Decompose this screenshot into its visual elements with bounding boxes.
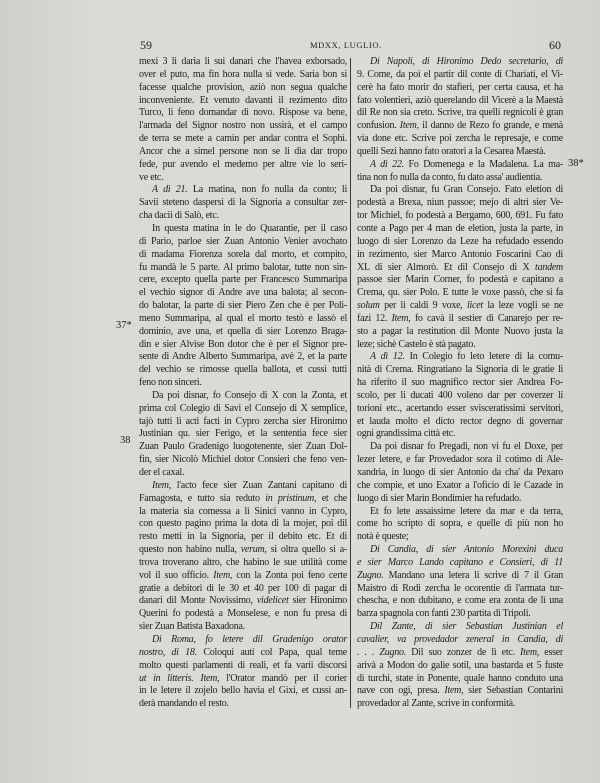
italic-text: Item,: [152, 479, 172, 491]
text-line: [139, 403, 347, 416]
text-segment: torioni etc., acertando esser svisceratissimi servitori,: [357, 402, 563, 414]
italic-text: Di Candia, di sier Antonio Morexini duca: [370, 544, 563, 556]
text-segment: din e sier Alvise Bon dotor che è per el Signor pre-: [139, 338, 347, 350]
text-line: [357, 339, 563, 352]
text-segment: XL di sier Almorò. Et dil Consejo di X: [357, 261, 536, 273]
text-line: [139, 133, 347, 146]
text-segment: Et fo lete assaissime letere da mar e da terra,: [370, 505, 563, 517]
text-line: [139, 223, 347, 236]
text-line: [139, 647, 347, 660]
text-segment: gratie a debitori di le 30 et 40 per 100 di pagar di: [139, 582, 347, 594]
text-line: [139, 673, 347, 686]
text-segment: molto questi parlamenti di reali, et fa varii discorsi: [139, 659, 347, 671]
text-segment: tajò tutti li acti facti in Cypro zercha sier Hironimo: [139, 415, 347, 427]
text-segment: Dil suo zonzer de lì etc.: [405, 646, 521, 658]
text-line: [139, 210, 347, 223]
text-segment: sente di Andre Alberto Summaripa, avè 2, et la parte: [139, 351, 347, 363]
text-line: [357, 621, 563, 634]
text-segment: danari dil Monte Novissimo,: [139, 595, 257, 607]
text-line: [357, 403, 563, 416]
text-segment: conte a Pago per 4 man de eletion, justa la parte, in: [357, 222, 563, 234]
text-line: [357, 634, 563, 647]
text-segment: prima col Colegio di Savi el Consejo di X semplice,: [139, 402, 347, 414]
text-line: [357, 300, 563, 313]
text-line: [357, 95, 563, 108]
text-segment: fu mandà le 5 parte. Al primo balotar, tutte non sin-: [139, 261, 347, 273]
text-line: [139, 480, 347, 493]
italic-text: ut in litteris. Item,: [139, 672, 220, 684]
running-head: MDXX, LUGLIO.: [310, 40, 382, 50]
text-segment: tor Michiel, fo podestà a Bergamo, 600, 691. Fu fato: [357, 210, 563, 222]
text-line: [357, 69, 563, 82]
text-segment: del vechio se rimosse quella ballota, et cussì tutti: [139, 364, 347, 376]
italic-text: solum: [357, 300, 380, 312]
text-segment: derà mandando el resto.: [139, 698, 229, 710]
text-segment: fazi 12.: [357, 312, 392, 324]
text-segment: Maistro di Rodi zercha le ocorentie di l'armata tur-: [357, 582, 563, 594]
left-column-text: [139, 56, 347, 711]
text-segment: quelli Sezi hanno fato oratori a la Cesarea Maestà.: [357, 145, 546, 157]
text-line: [139, 428, 347, 441]
text-line: [357, 223, 563, 236]
text-segment: In questa matina in le do Quarantie, per il caso: [152, 222, 347, 234]
text-line: [139, 454, 347, 467]
text-segment: scolo, per li ducati 400 voleno dar per coverzer li: [357, 389, 563, 401]
text-segment: lezer letere, e far Provedador sora il cotimo di Ale-: [357, 454, 563, 466]
text-segment: l'acto fece sier Zuan Zantani capitano di: [171, 479, 347, 491]
text-line: [139, 377, 347, 390]
italic-text: Item,: [520, 646, 540, 658]
text-line: [357, 531, 563, 544]
text-segment: via done etc. Scrive poi zercha le represaje, e come: [357, 133, 563, 145]
text-segment: l'Orator mandò per il corier: [219, 672, 347, 684]
italic-text: in pristinum,: [265, 492, 317, 504]
text-segment: Da poi disnar, fu Gran Consejo. Fato eletion di: [370, 184, 563, 196]
italic-text: Zugno.: [357, 569, 384, 581]
text-line: [139, 287, 347, 300]
right-page-number: 60: [549, 38, 561, 52]
text-segment: nave con ogi, presa.: [357, 685, 445, 697]
text-line: [139, 416, 347, 429]
text-line: [139, 660, 347, 673]
text-line: [139, 364, 347, 377]
margin-note-38: 38: [120, 435, 131, 446]
text-line: [357, 698, 563, 711]
text-segment: Justinian qu. sier Ferigo, et la sententia fece sier: [139, 428, 347, 440]
text-line: [357, 172, 563, 185]
italic-text: nostro, di 18.: [139, 646, 197, 658]
text-segment: et che: [316, 492, 347, 504]
text-line: [357, 56, 563, 69]
text-line: [139, 184, 347, 197]
text-segment: fin, sier Nicolò Michiel dotor Consieri che feno ven-: [139, 454, 347, 466]
text-line: [357, 133, 563, 146]
text-line: [357, 249, 563, 262]
text-segment: Da poi disnar fo Pregadi, non vi fu el Doxe, per: [370, 441, 563, 453]
italic-text: Dil Zante, di sier Sebastian Justinian el: [370, 621, 563, 633]
italic-text: A dì 12.: [370, 351, 405, 363]
text-segment: resto metti in la Signoria, per il debito etc. Et di: [139, 531, 347, 543]
text-segment: per li caldi 9 voxe,: [379, 300, 467, 312]
text-segment: cha dacii di Salò, etc.: [139, 210, 219, 222]
text-line: [139, 634, 347, 647]
text-line: [357, 647, 563, 660]
text-segment: inconveniente. Et venuto davanti il rezimento dito: [139, 94, 347, 106]
text-line: [357, 441, 563, 454]
text-line: [139, 595, 347, 608]
text-line: [357, 685, 563, 698]
text-line: [139, 441, 347, 454]
text-segment: do balotar, la parte di sier Piero Zen che è per Poli-: [139, 300, 347, 312]
text-line: [357, 595, 563, 608]
text-segment: la leze vogli se ne: [482, 300, 563, 312]
text-line: [357, 660, 563, 673]
text-segment: ogni grandissima città etc.: [357, 428, 456, 440]
text-line: [357, 467, 563, 480]
text-segment: cere, excepto quella parte per Francesco Summaripa: [139, 274, 347, 286]
italic-text: verum,: [240, 544, 267, 556]
text-line: [357, 351, 563, 364]
text-segment: con la Zonta poi feno certe: [232, 569, 348, 581]
italic-text: Item,: [391, 312, 411, 324]
text-segment: passoe sier Marin Corner, fo podestà e capitano a: [357, 274, 563, 286]
italic-text: licet: [466, 300, 483, 312]
text-segment: il danno de Rezo fo grande, e menà: [418, 120, 563, 132]
text-line: [139, 608, 347, 621]
text-line: [139, 531, 347, 544]
text-segment: Turco, li feno domandar di novo. Rispose va bene,: [139, 107, 347, 119]
text-line: [139, 698, 347, 711]
text-line: [357, 326, 563, 339]
italic-text: videlicet: [256, 595, 289, 607]
italic-text: Item,: [399, 120, 419, 132]
text-segment: in le letere il zojelo bello havia el Gixi, et cussì an-: [139, 685, 347, 697]
text-line: [357, 274, 563, 287]
text-segment: Querini fo podestà a Monselese, e non fu presa di: [139, 608, 347, 620]
italic-text: Di Roma, fo letere dil Gradenigo orator: [152, 633, 347, 645]
text-line: [357, 390, 563, 403]
text-line: [357, 480, 563, 493]
text-line: [357, 673, 563, 686]
text-segment: Zuan Paulo Gradenigo luogotenente, sier Zuan Dol-: [139, 441, 347, 453]
text-line: [357, 506, 563, 519]
text-segment: et lauda molto el dicto rector degno di governar: [357, 415, 563, 427]
text-line: [139, 685, 347, 698]
text-line: [139, 159, 347, 172]
text-line: [139, 56, 347, 69]
text-segment: Coloqui auti col Papa, qual teme: [196, 646, 347, 658]
text-line: [139, 82, 347, 95]
text-line: [139, 518, 347, 531]
text-segment: fo cavà il sestier di Canarejo per re-: [410, 312, 563, 324]
margin-note-38-right: 38*: [568, 158, 584, 169]
italic-text: Item,: [444, 685, 464, 697]
text-segment: der el caxal.: [139, 467, 185, 478]
text-segment: leze; sichè Castelo è stà pagato.: [357, 338, 476, 350]
text-line: [357, 287, 563, 300]
text-line: [139, 146, 347, 159]
text-segment: sier Sebastian Contarini: [463, 685, 563, 697]
text-line: [139, 120, 347, 133]
text-line: [139, 172, 347, 185]
text-line: [357, 262, 563, 275]
text-line: [357, 210, 563, 223]
text-line: [139, 557, 347, 570]
text-line: [357, 493, 563, 506]
text-segment: provedador al Zante, scrive in conformità.: [357, 698, 516, 710]
text-segment: di Pario, parloe sier Zuan Antonio Venier avochato: [139, 235, 347, 247]
text-segment: vol il suo officio.: [139, 569, 214, 581]
text-segment: cerè ha fato morir do stafieri, per certa causa, et ha: [357, 81, 563, 93]
text-segment: confusion.: [357, 120, 400, 132]
text-segment: ha riferito il suo magnifico rector sier Andrea Fo-: [357, 377, 563, 389]
text-segment: sier Hironimo: [288, 595, 347, 607]
text-line: [357, 583, 563, 596]
text-segment: che compie, et uno Exator a l'oficio di le Cazade in: [357, 479, 563, 491]
text-line: [357, 82, 563, 95]
text-segment: fede, pur avendo el medemo per altre vie lo seri-: [139, 158, 347, 170]
text-line: [139, 506, 347, 519]
text-line: [357, 518, 563, 531]
italic-text: cavalier, va provedador zeneral in Candia, di: [357, 633, 563, 645]
text-line: [357, 197, 563, 210]
text-line: [139, 493, 347, 506]
text-segment: over el puto, ma fin hora nulla si vede. Saria bon si: [139, 68, 347, 80]
text-segment: meno Summaripa, al qual el morto testò e lassò el: [139, 312, 347, 324]
text-segment: Savii steteno daspersi di la Signoria a consultar zer-: [139, 197, 347, 209]
text-segment: podestà a Brexa, niun passoe; mejo di altri sier Ve-: [357, 197, 563, 209]
text-line: [139, 236, 347, 249]
text-segment: Da poi disnar, fo Consejo di X con la Zonta, et: [152, 389, 347, 401]
text-line: [357, 120, 563, 133]
text-segment: tina non fo nulla da conto, fu dato assa' audientia.: [357, 171, 543, 183]
text-segment: xandria, in luogo di sier Antonio da cha' da Pexaro: [357, 467, 563, 478]
text-line: [139, 583, 347, 596]
text-line: [357, 184, 563, 197]
text-line: [357, 416, 563, 429]
italic-text: A dì 22.: [370, 158, 404, 170]
italic-text: Item,: [213, 569, 233, 581]
text-segment: notà è queste;: [357, 531, 409, 543]
text-segment: in rezimento, sier Marco Antonio Foscarini Cao di: [357, 248, 563, 260]
text-segment: facesse qualche provision, aziò non segua qualche: [139, 81, 347, 93]
text-segment: fato volentieri, aziò querelando dil Vicerè a la Maestà: [357, 94, 563, 106]
text-segment: Famagosta, e tutto sia reduto: [139, 492, 266, 504]
text-segment: 9. Come, da poi el partir dil conte di Chariati, el Vi-: [357, 68, 563, 80]
text-segment: barza spagnola con fanti 230 partita di Tripoli.: [357, 608, 531, 620]
text-segment: sier Zuan Batista Baxadona.: [139, 621, 245, 633]
text-segment: nità di Crema. Ringratiano la Signoria di le gratie li: [357, 364, 563, 376]
text-line: [139, 69, 347, 82]
text-line: [139, 390, 347, 403]
text-segment: di madama Fiorenza sorela dal morto, et compito,: [139, 248, 347, 260]
text-line: [139, 274, 347, 287]
text-line: [357, 146, 563, 159]
text-segment: trova troverano altro, che habino le sue utilità come: [139, 556, 347, 568]
text-line: [357, 364, 563, 377]
text-line: [139, 467, 347, 480]
text-segment: de terra se mete a camin per andar contra el Sophì.: [139, 133, 347, 145]
text-line: [139, 621, 347, 634]
text-segment: feno non sinceri.: [139, 377, 202, 389]
text-segment: sto a pagar la restitution dil Monte Nuovo justa la: [357, 325, 563, 337]
text-line: [357, 428, 563, 441]
text-line: [357, 159, 563, 172]
text-segment: arivà a Modon do galie sotil, una bastarda et 5 fuste: [357, 659, 563, 671]
text-segment: mexi 3 li daria li sui danari che l'havea exborsado,: [139, 56, 347, 67]
text-line: [139, 544, 347, 557]
text-segment: si oltra quello si a-: [266, 544, 347, 556]
margin-note-37: 37*: [116, 320, 132, 331]
text-line: [139, 197, 347, 210]
text-segment: con questo pagino prima la dota di la mojer, poi dil: [139, 518, 347, 530]
text-line: [139, 326, 347, 339]
text-segment: Ancor che a simel persone non se li dia dar tropo: [139, 145, 347, 157]
text-segment: di turchi, state in Ponente, quale hanno conduto una: [357, 672, 563, 684]
text-segment: Fo Domenega e la Madalena. La ma-: [403, 158, 563, 170]
text-line: [139, 95, 347, 108]
text-line: [357, 377, 563, 390]
italic-text: tandem: [535, 261, 563, 273]
text-line: [357, 313, 563, 326]
text-segment: La matina, non fo nulla da conto; li: [187, 184, 347, 196]
text-segment: chescha, e non dubitano, e come era zonta de lì una: [357, 595, 563, 607]
right-column-text: [357, 56, 563, 711]
text-segment: la materia sia comessa a li Sinici vanno in Cypro,: [139, 505, 347, 517]
text-line: [357, 557, 563, 570]
text-segment: luogo di sier Marin Bondimier ha refudado.: [357, 492, 522, 504]
text-line: [139, 249, 347, 262]
text-line: [139, 107, 347, 120]
text-line: [357, 107, 563, 120]
text-line: [357, 570, 563, 583]
text-segment: el vechio signor di Andre ave una balota; al secon-: [139, 287, 347, 299]
text-segment: questo non habino nulla,: [139, 544, 241, 556]
text-line: [139, 313, 347, 326]
text-segment: esser: [539, 646, 564, 658]
text-segment: dil Re non sia creto. Scrive, tra quelli regnicoli è gran: [357, 107, 563, 119]
text-segment: Mandano una letera li scrive di 7 il Gran: [383, 569, 563, 581]
text-segment: In Colegio fo leto letere di la comu-: [404, 351, 563, 363]
text-segment: luogo di sier Lorenzo da Leze ha refudado essendo: [357, 235, 563, 247]
italic-text: A dì 21.: [152, 184, 188, 196]
text-line: [357, 608, 563, 621]
italic-text: . . . Zugno.: [357, 646, 406, 658]
text-line: [357, 544, 563, 557]
text-segment: ve etc.: [139, 171, 164, 183]
text-line: [139, 351, 347, 364]
left-page-number: 59: [140, 38, 152, 52]
column-divider: [350, 58, 351, 708]
text-segment: l'armada del Signor nostro non ussirà, et el campo: [139, 120, 347, 132]
text-line: [139, 300, 347, 313]
text-line: [139, 339, 347, 352]
text-line: [357, 454, 563, 467]
italic-text: e sier Marco Lando capitano e Consieri, di 11: [357, 556, 563, 568]
text-segment: Crema, qu. sier Polo. E tutte le voxe passò, che si fa: [357, 287, 563, 299]
text-line: [139, 570, 347, 583]
text-segment: dominio, ave una, et quella di sier Lorenzo Braga-: [139, 325, 347, 337]
text-segment: come ho scripto di sopra, e quelle di più non ho: [357, 518, 563, 530]
text-line: [139, 262, 347, 275]
italic-text: Di Napoli, di Hironimo Dedo secretario, di: [370, 56, 563, 67]
text-line: [357, 236, 563, 249]
